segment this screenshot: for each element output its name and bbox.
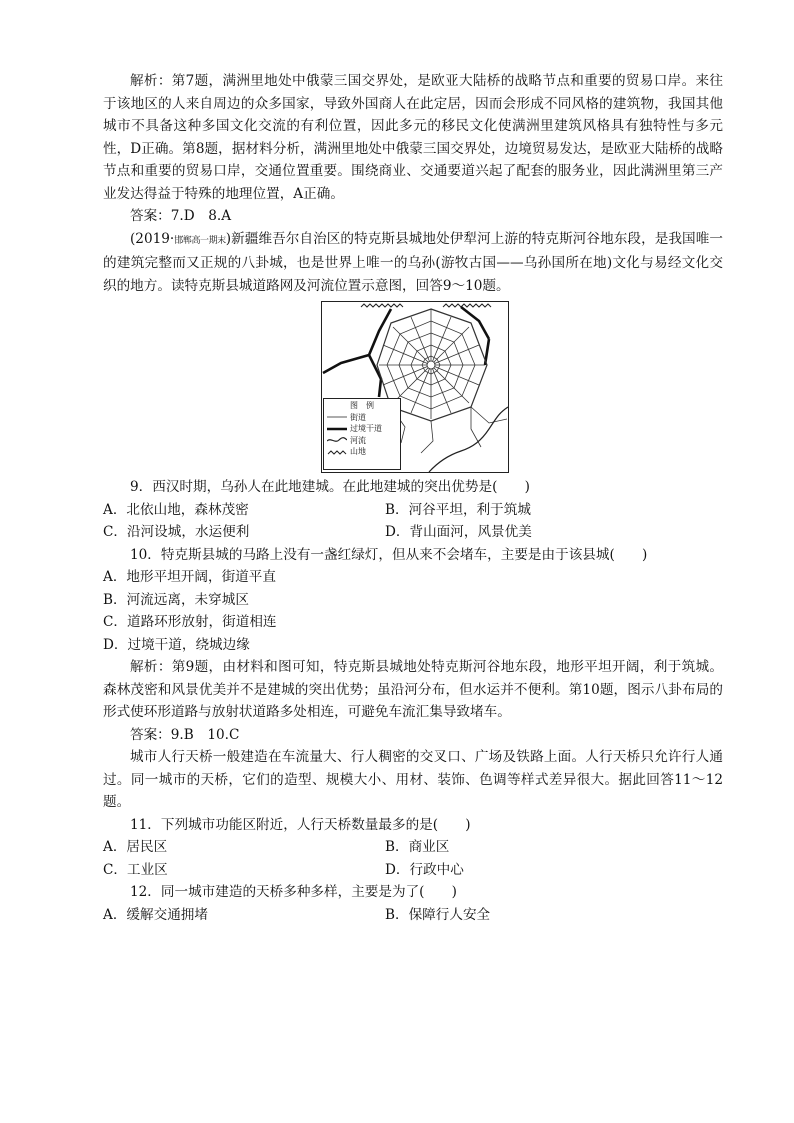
legend-item-through-road (324, 423, 400, 435)
option-11d: D．行政中心 (385, 861, 464, 878)
option-10d: D．过境干道，绕城边缘 (103, 636, 250, 653)
tekes-map-figure (321, 301, 509, 473)
legend-item-street (324, 412, 400, 424)
map-legend (323, 398, 401, 470)
question-10: 10．特克斯县城的马路上没有一盏红绿灯，但从来不会堵车，主要是由于该县城( ) (130, 546, 648, 563)
through-road-icon (327, 424, 347, 434)
legend-title: 图 例 (350, 401, 374, 410)
option-10c-row (103, 611, 723, 634)
option-11b: B．商业区 (385, 839, 450, 855)
document-page (103, 70, 723, 926)
river-icon (327, 435, 347, 445)
option-10c: C．道路环形放射，街道相连 (103, 614, 277, 630)
question-11: 11．下列城市功能区附近，人行天桥数量最多的是( ) (130, 816, 471, 833)
legend-label-river: 河流 (350, 435, 366, 445)
option-10d-row (103, 634, 723, 657)
legend-item-mountain (324, 446, 400, 458)
source-prefix: (2019· (130, 230, 175, 247)
analysis-7-8: 解析：第7题，满洲里地处中俄蒙三国交界处，是欧亚大陆桥的战略节点和重要的贸易口岸。来往于该地区的人来自周边的众多国家，导致外国商人在此定居，因而会形成不同风格的建筑物，我国其他城市不具备这种多国文化交流的有利位置，因此多元的移民文化使满洲里建筑风格具有独特性与多元性，D正确。第8题，据材料分析，满洲里地处中俄蒙三国交界处，边境贸易发达，是欧亚大陆桥的战略节点和重要的贸易口岸，交通位置重要。围绕商业、交通要道兴起了配套的服务业，因此满洲里第三产业发达得益于特殊的地理位置，A正确。 (103, 73, 723, 202)
options-9-row1 (103, 499, 723, 522)
option-9c: C．沿河设城，水运便利 (103, 524, 250, 540)
question-stem-9-10 (103, 228, 723, 298)
question-12: 12．同一城市建造的天桥多种多样，主要是为了( ) (130, 884, 457, 900)
source-tag: 邯郸高一期末 (174, 235, 226, 246)
analysis-9-10: 解析：第9题，由材料和图可知，特克斯县城地处特克斯河谷地东段，地形平坦开阔，利于筑城。森林茂密和风景优美并不是建城的突出优势；虽沿河分布，但水运并不便利。第10题，图示八卦布局的形式使环形道路与放射状道路多处相连，可避免车流汇集导致堵车。 (103, 659, 723, 720)
street-line-icon (327, 412, 347, 422)
option-11c: C．工业区 (103, 861, 168, 878)
option-10a: A．地形平坦开阔，街道平直 (103, 569, 276, 585)
option-9a: A．北依山地，森林茂密 (103, 501, 249, 518)
question-9: 9．西汉时期，乌孙人在此地建城。在此地建城的突出优势是( ) (130, 479, 530, 495)
question-stem-11-12: 城市人行天桥一般建造在车流量大、行人稠密的交叉口、广场及铁路上面。人行天桥只允许行人通过。同一城市的天桥，它们的造型、规模大小、用材、装饰、色调等样式差异很大。据此回答11～12题。 (103, 749, 723, 810)
options-11-row1 (103, 836, 723, 859)
option-10a-row (103, 566, 723, 589)
answer-9-10: 答案：9.B 10.C (130, 726, 240, 743)
legend-item-river (324, 435, 400, 447)
option-12a: A．缓解交通拥堵 (103, 906, 208, 923)
legend-label-through-road: 过境干道 (350, 424, 382, 433)
option-12b: B．保障行人安全 (385, 906, 491, 923)
option-9b: B．河谷平坦，利于筑城 (385, 501, 531, 518)
options-11-row2 (103, 859, 723, 882)
legend-label-street: 街道 (350, 412, 366, 422)
options-12-row1 (103, 904, 723, 927)
options-9-row2 (103, 521, 723, 544)
option-9d: D．背山面河，风景优美 (385, 524, 532, 540)
option-10b-row (103, 589, 723, 612)
option-11a: A．居民区 (103, 839, 168, 855)
mountain-icon (327, 447, 347, 457)
option-10b: B．河流远离，未穿城区 (103, 591, 249, 608)
answer-7-8: 答案：7.D 8.A (130, 208, 232, 224)
legend-label-mountain: 山地 (350, 447, 366, 456)
stem-text: 新疆维吾尔自治区的特克斯县城地处伊犁河上游的特克斯河谷地东段，是我国唯一的建筑完整而又正规的八卦城，也是世界上唯一的乌孙(游牧古国——乌孙国所在地)文化与易经文化交织的地方。读特克斯县城道路网及河流位置示意图，回答9～10题。 (103, 230, 723, 294)
source-suffix: ) (225, 230, 232, 247)
